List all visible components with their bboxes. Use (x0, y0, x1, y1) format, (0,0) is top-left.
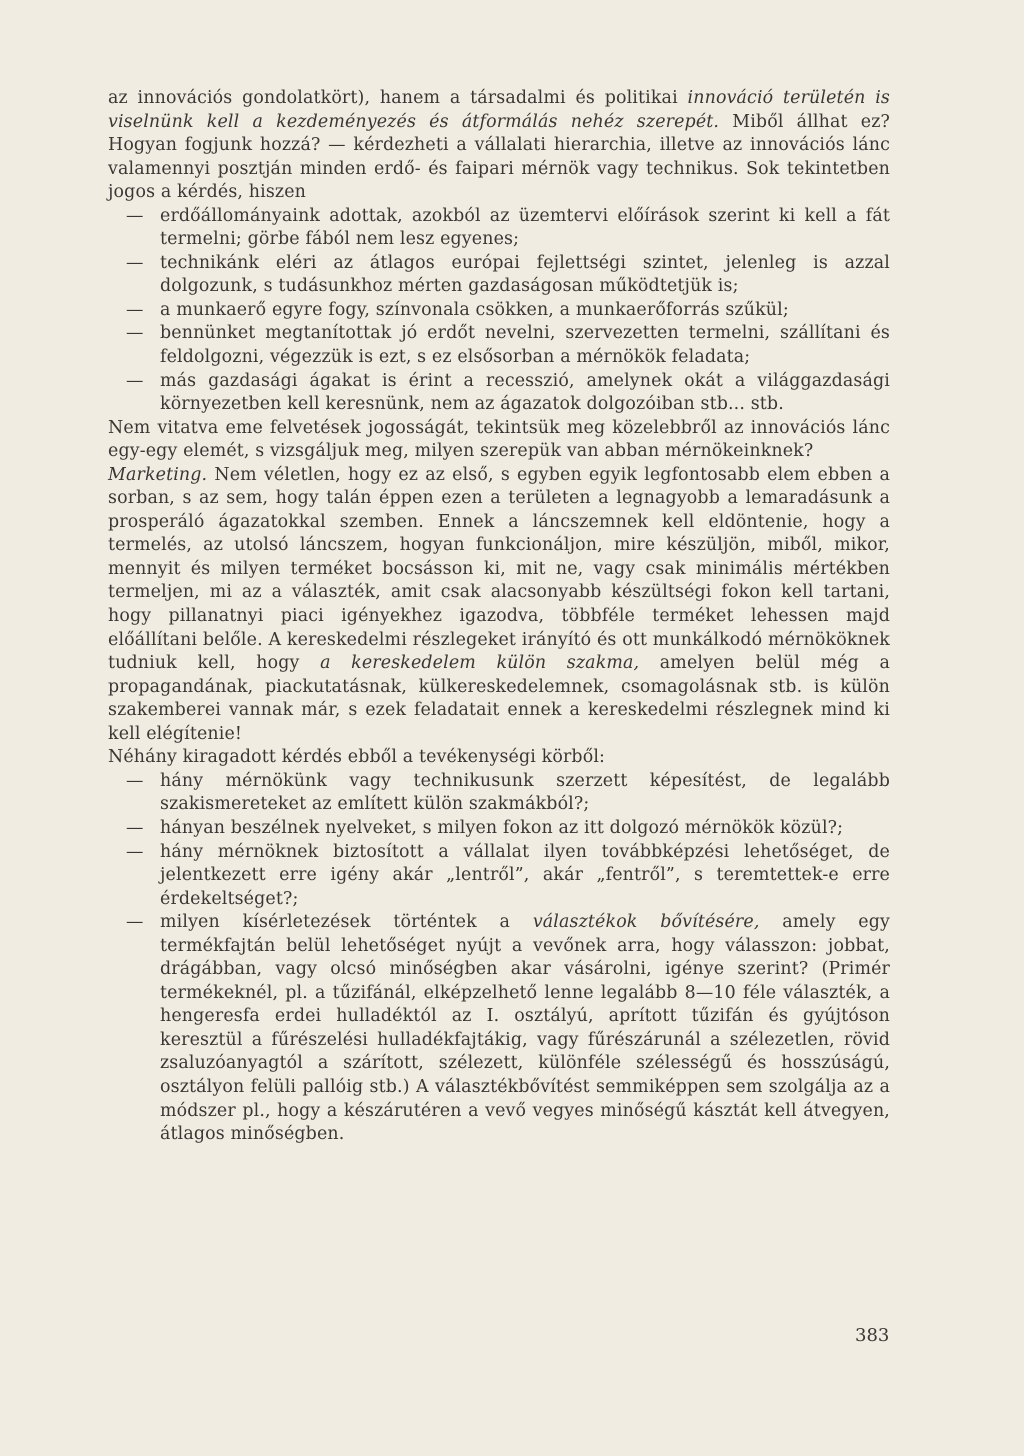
list-item: — más gazdasági ágakat is érint a recesszió, amelynek okát a világgazdasági környezetben kell keresnünk, nem az ágazatok dolgozóiban stb... stb. (126, 370, 890, 415)
list-item: — hány mérnöknek biztosított a vállalat ilyen továbbképzési lehetőséget, de jelentkezett erre igény akár „lentről”, akár „fentről”, s teremtettek-e erre érdekeltséget?; (126, 841, 890, 909)
paragraph-2: Nem vitatva eme felvetések jogosságát, tekintsük meg közelebbről az innovációs lánc egy-egy elemét, s vizsgáljuk meg, milyen szerepük van abban mérnökeinknek? (108, 417, 890, 462)
dash-marker: — (126, 323, 144, 344)
list-item: — erdőállományaink adottak, azokból az üzemtervi előírások szerint ki kell a fát termelni; görbe fából nem lesz egyenes; (126, 205, 890, 250)
list-item: — hányan beszélnek nyelveket, s milyen fokon az itt dolgozó mérnökök közül?; (108, 817, 890, 841)
dash-marker: — (126, 912, 144, 933)
dash-marker: — (126, 817, 144, 838)
dash-marker: — (126, 370, 144, 391)
list-item: — a munkaerő egyre fogy, színvonala csökken, a munkaerőforrás szűkül; (108, 299, 890, 323)
section-lead: Marketing. (108, 464, 208, 485)
paragraph-marketing: Marketing. Nem véletlen, hogy ez az első, s egyben egyik legfontosabb elem ebben a sorban, s az sem, hogy talán éppen ezen a területen a legnagyobb a lemaradásunk a prosperáló ágazatokkal szemben. Ennek a láncszemnek kell eldöntenie, hogy a termelés, az utolsó láncszem, hogyan funkcionáljon, mire készüljön, miből, mikor, mennyit és milyen terméket bocsásson ki, mit ne, vagy csak minimális mértékben termeljen, mi az a választék, amit csak alacsonyabb készültségi fokon kell tartani, hogy pillanatnyi piaci igényekhez igazodva, többféle terméket lehessen majd előállítani belőle. A kereskedelmi részlegeket irányító és ott munkálkodó mérnököknek tudniuk kell, hogy a kereskedelem külön szakma, amelyen belül még a propagandának, piackutatásnak, külkereskedelemnek, csomagolásnak stb. is külön szakemberei vannak már, s ezek feladatait ennek a kereskedelmi részlegnek mind ki kell elégítenie! (108, 464, 890, 744)
dash-marker: — (126, 205, 144, 226)
dash-marker: — (126, 841, 144, 862)
dash-marker: — (126, 252, 144, 273)
list-item: — hány mérnökünk vagy technikusunk szerzett képesítést, de legalább szakismereteket az említett külön szakmákból?; (126, 770, 890, 815)
list-item: — milyen kísérletezések történtek a választékok bővítésére, amely egy termékfajtán belül lehetőséget nyújt a vevőnek arra, hogy válasszon: jobbat, drágábban, vagy olcsó minőségben akar vásárolni, igénye szerint? (Primér termékeknél, pl. a tűzifánál, elképzelhető lenne legalább 8—10 féle választék, a hengeresfa erdei hulladéktól az I. osztályú, aprított tűzifán és gyújtóson keresztül a fűrészelési hulladékfajtákig, vagy fűrészárunál a szélezetlen, rövid zsaluzóanyagtól a szárított, szélezett, különféle szélességű és hosszúságú, osztályon felüli pallóig stb.) A választékbővítést semmiképpen sem szolgálja az a módszer pl., hogy a készárutéren a vevő vegyes minőségű kásztát kell átvegyen, átlagos minőségben. (126, 912, 890, 1145)
dash-marker: — (126, 299, 144, 320)
page-number: 383 (855, 1325, 890, 1346)
intro-italic: innováció területén is viselnünk kell a kezdeményezés és átformálás nehéz szerepét. (108, 88, 890, 132)
list-item: — technikánk eléri az átlagos európai fejlettségi szintet, jelenleg is azzal dolgozunk, s tudásunkhoz mérten gazdaságosan működtetjük is; (126, 252, 890, 297)
body-text (108, 87, 890, 1147)
list-item: — bennünket megtanítottak jó erdőt nevelni, szervezetten termelni, szállítani és feldolgozni, végezzük is ezt, s ez elsősorban a mérnökök feladata; (126, 323, 890, 368)
intro-paragraph: az innovációs gondolatkört), hanem a társadalmi és politikai innováció területén is viselnünk kell a kezdeményezés és átformálás nehéz szerepét. Miből állhat ez? Hogyan fogjunk hozzá? — kérdezheti a vállalati hierarchia, illetve az innovációs lánc valamennyi posztján minden erdő- és faipari mérnök vagy technikus. Sok tekintetben jogos a kérdés, hiszen (108, 88, 890, 203)
paragraph-4: Néhány kiragadott kérdés ebből a tevékenységi körből: (108, 747, 606, 768)
dash-marker: — (126, 770, 144, 791)
